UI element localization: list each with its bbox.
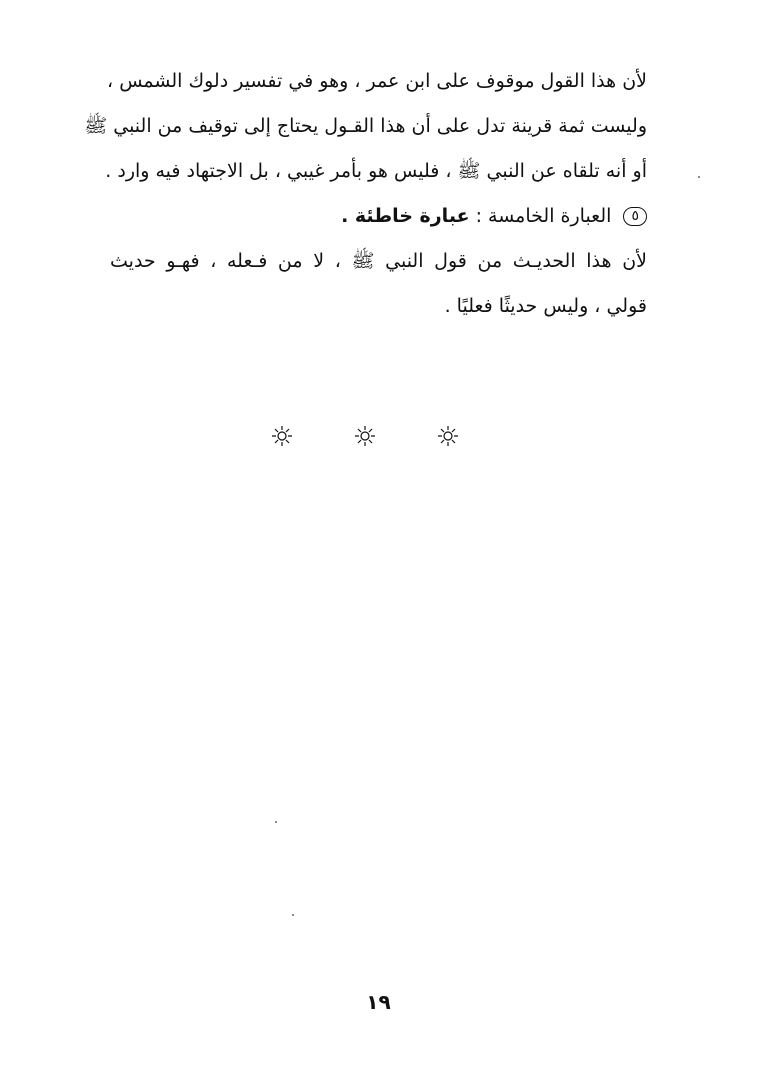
paragraph-2-line-1: لأن هذا الحديـث من قول النبي ﷺ ، لا من فـعله ، فهـو حديث — [110, 250, 647, 272]
paragraph-1-line-1: لأن هذا القول موقوف على ابن عمر ، وهو في تفسير دلوك الشمس ، — [107, 70, 647, 92]
star-ornament-icon — [353, 424, 377, 448]
item-number-badge: ٥ — [623, 207, 647, 226]
scan-speck — [698, 176, 700, 178]
item-5-verdict: عبارة خاطئة . — [341, 205, 470, 227]
star-ornament-icon — [436, 424, 460, 448]
item-5-label: العبارة الخامسة : — [475, 205, 612, 227]
scan-speck — [275, 821, 277, 823]
scan-speck — [292, 914, 294, 916]
paragraph-1-line-2: وليست ثمة قرينة تدل على أن هذا القـول يحتاج إلى توقيف من النبي ﷺ — [84, 115, 647, 137]
paragraph-2-line-2: قولي ، وليس حديثًا فعليًا . — [444, 295, 647, 317]
star-ornament-icon — [270, 424, 294, 448]
item-5-heading — [341, 201, 647, 231]
paragraph-1-line-3: أو أنه تلقاه عن النبي ﷺ ، فليس هو بأمر غيبي ، بل الاجتهاد فيه وارد . — [105, 160, 647, 182]
section-divider — [270, 424, 460, 448]
page-number: ١٩ — [366, 990, 391, 1014]
